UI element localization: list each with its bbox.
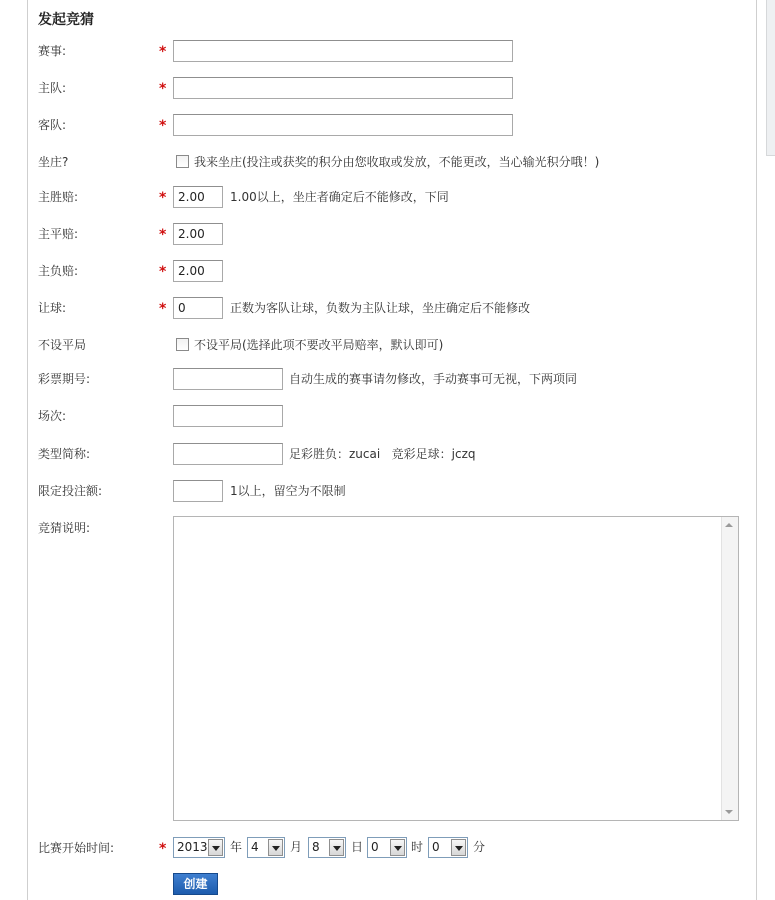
hour-select-value: 0: [371, 840, 379, 854]
year-unit: 年: [230, 840, 243, 854]
minute-select-value: 0: [432, 840, 440, 854]
chevron-down-icon[interactable]: [268, 839, 283, 856]
bet-limit-label: 限定投注额:: [38, 484, 103, 498]
minute-select[interactable]: [428, 837, 468, 858]
required-icon: *: [159, 190, 167, 206]
day-select-value: 8: [312, 840, 320, 854]
away-team-label: 客队:: [38, 118, 67, 132]
type-abbr-hint: 足彩胜负：zucai 竞彩足球：jczq: [289, 447, 476, 461]
row-start-time: [0, 837, 775, 863]
home-team-label: 主队:: [38, 81, 67, 95]
required-icon: *: [159, 118, 167, 134]
required-icon: *: [159, 264, 167, 280]
banker-label: 坐庄?: [38, 155, 69, 169]
home-win-odds-label: 主胜赔:: [38, 190, 79, 204]
year-select-value: 2013: [177, 840, 208, 854]
no-draw-checkbox[interactable]: [176, 338, 189, 351]
textarea-scrollbar[interactable]: [721, 517, 738, 820]
row-match-number: [0, 405, 775, 431]
chevron-down-icon[interactable]: [208, 839, 223, 856]
start-time-label: 比赛开始时间:: [38, 841, 115, 855]
type-abbr-label: 类型简称:: [38, 447, 91, 461]
required-icon: *: [159, 301, 167, 317]
home-lose-odds-label: 主负赔:: [38, 264, 79, 278]
row-bet-limit: [0, 480, 775, 506]
chevron-down-icon[interactable]: [390, 839, 405, 856]
month-unit: 月: [290, 840, 303, 854]
lottery-period-label: 彩票期号:: [38, 372, 91, 386]
required-icon: *: [159, 841, 167, 857]
home-win-odds-input[interactable]: [173, 186, 223, 208]
form-title: 发起竞猜: [38, 12, 94, 28]
row-away-team: [0, 114, 775, 140]
day-unit: 日: [351, 840, 364, 854]
handicap-label: 让球:: [38, 301, 67, 315]
banker-checkbox-label[interactable]: 我来坐庄(投注或获奖的积分由您收取或发放，不能更改，当心输光积分哦！): [194, 155, 600, 169]
bet-limit-input[interactable]: [173, 480, 223, 502]
hour-unit: 时: [411, 840, 424, 854]
away-team-input[interactable]: [173, 114, 513, 136]
row-home-lose-odds: [0, 260, 775, 286]
home-lose-odds-input[interactable]: [173, 260, 223, 282]
row-handicap: [0, 297, 775, 323]
draw-odds-label: 主平赔:: [38, 227, 79, 241]
home-win-odds-hint: 1.00以上，坐庄者确定后不能修改，下同: [230, 190, 449, 204]
lottery-period-hint: 自动生成的赛事请勿修改，手动赛事可无视，下两项同: [289, 372, 578, 386]
row-draw-odds: [0, 223, 775, 249]
no-draw-checkbox-label[interactable]: 不设平局(选择此项不要改平局赔率，默认即可): [194, 338, 444, 352]
hour-select[interactable]: [367, 837, 407, 858]
row-home-team: [0, 77, 775, 103]
year-select[interactable]: [173, 837, 225, 858]
minute-unit: 分: [473, 840, 486, 854]
home-team-input[interactable]: [173, 77, 513, 99]
match-number-input[interactable]: [173, 405, 283, 427]
banker-checkbox[interactable]: [176, 155, 189, 168]
chevron-down-icon[interactable]: [329, 839, 344, 856]
required-icon: *: [159, 44, 167, 60]
row-event: [0, 40, 775, 66]
description-label: 竞猜说明:: [38, 521, 91, 535]
row-lottery-period: [0, 368, 775, 394]
day-select[interactable]: [308, 837, 346, 858]
scroll-up-icon[interactable]: [725, 523, 733, 527]
required-icon: *: [159, 227, 167, 243]
month-select[interactable]: [247, 837, 285, 858]
row-no-draw: [0, 334, 775, 360]
lottery-period-input[interactable]: [173, 368, 283, 390]
row-home-win-odds: [0, 186, 775, 212]
row-banker: [0, 151, 775, 177]
event-label: 赛事:: [38, 44, 67, 58]
handicap-hint: 正数为客队让球，负数为主队让球，坐庄确定后不能修改: [230, 301, 531, 315]
required-icon: *: [159, 81, 167, 97]
event-input[interactable]: [173, 40, 513, 62]
month-select-value: 4: [251, 840, 259, 854]
match-number-label: 场次:: [38, 409, 67, 423]
draw-odds-input[interactable]: [173, 223, 223, 245]
create-button[interactable]: 创建: [173, 873, 218, 895]
bet-limit-hint: 1以上，留空为不限制: [230, 484, 346, 498]
handicap-input[interactable]: [173, 297, 223, 319]
description-textarea[interactable]: [173, 516, 739, 821]
row-type-abbr: [0, 443, 775, 469]
chevron-down-icon[interactable]: [451, 839, 466, 856]
type-abbr-input[interactable]: [173, 443, 283, 465]
no-draw-label: 不设平局: [38, 338, 87, 352]
scroll-down-icon[interactable]: [725, 810, 733, 814]
